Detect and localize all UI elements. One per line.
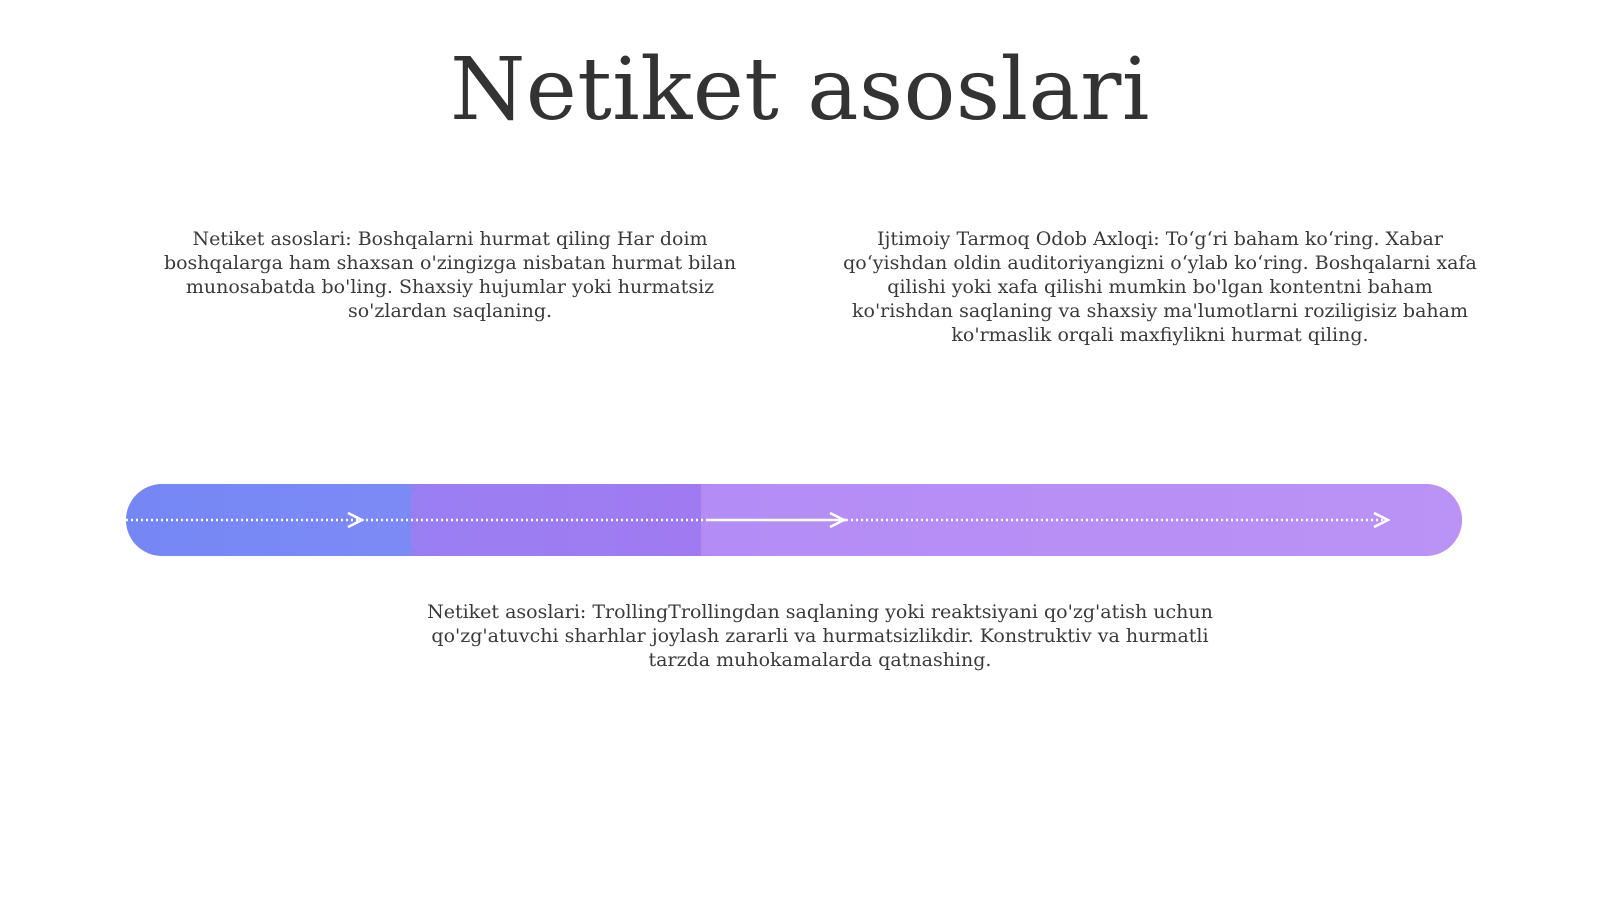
text-block-respect: Netiket asoslari: Boshqalarni hurmat qiling Har doim boshqalarga ham shaxsan o'zingizga nisbatan hurmat bilan munosabatda bo'ling. Shaxsiy hujumlar yoki hurmatsiz so'zlardan saqlaning. — [163, 228, 737, 322]
text-block-trolling: Netiket asoslari: TrollingTrollingdan saqlaning yoki reaktsiyani qo'zg'atish uchun qo'zg'atuvchi sharhlar joylash zararli va hurmatsizlikdir. Konstruktiv va hurmatli tarzda muhokamalarda qatnashing. — [427, 601, 1213, 671]
timeline-arrow-line — [126, 484, 1462, 556]
slide-title: Netiket asoslari — [450, 40, 1150, 140]
arrowhead-1-icon — [348, 513, 362, 527]
timeline-bar — [126, 484, 1462, 556]
text-block-social-etiquette: Ijtimoiy Tarmoq Odob Axloqi: To‘g‘ri baham ko‘ring. Xabar qo‘yishdan oldin auditoriyangizni o‘ylab ko‘ring. Boshqalarni xafa qilishi yoki xafa qilishi mumkin bo'lgan kontentni baham ko'rishdan saqlaning va shaxsiy ma'lumotlarni roziligisiz baham ko'rmaslik orqali maxfiylikni hurmat qiling. — [843, 228, 1477, 346]
